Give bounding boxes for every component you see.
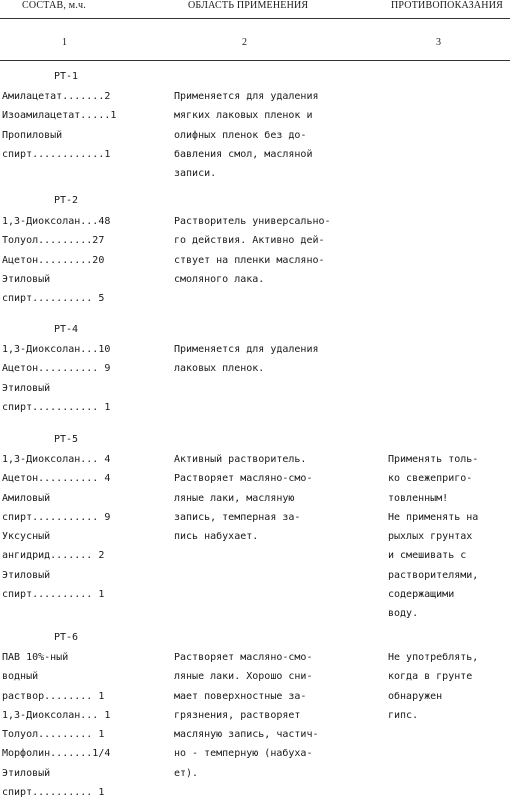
group-title-rt4: РТ-4 xyxy=(54,324,79,335)
contraindications-rt6: Не употреблять, когда в грунте обнаружен гипс. xyxy=(388,652,479,721)
group-title-rt5: РТ-5 xyxy=(54,434,79,445)
composition-rt4: 1,3-Диоксолан...10 Ацетон.......... 9 Этиловый спирт........... 1 xyxy=(2,344,111,413)
column-number-3: 3 xyxy=(436,37,441,48)
header-rule-top xyxy=(0,18,510,19)
application-rt2: Растворитель универсально- го действия. Активно дей- ствует на пленки масляно- смоляного лака. xyxy=(174,216,331,285)
column-header-composition: СОСТАВ, м.ч. xyxy=(22,0,86,11)
column-header-application: ОБЛАСТЬ ПРИМЕНЕНИЯ xyxy=(188,0,309,11)
composition-rt2: 1,3-Диоксолан...48 Толуол.........27 Ацетон.........20 Этиловый спирт.......... 5 xyxy=(2,216,111,305)
application-rt4: Применяется для удаления лаковых пленок. xyxy=(174,344,319,375)
group-title-rt2: РТ-2 xyxy=(54,195,79,206)
header-rule-bottom xyxy=(0,60,510,61)
composition-rt6: ПАВ 10%-ный водный раствор........ 1 1,3-Диоксолан... 1 Толуол......... 1 Морфолин.......1/4 Этиловый спирт.......... 1 xyxy=(2,652,111,799)
column-number-1: 1 xyxy=(62,37,67,48)
composition-rt5: 1,3-Диоксолан... 4 Ацетон.......... 4 Амиловый спирт........... 9 Уксусный ангидрид....... 2 Этиловый спирт.......... 1 xyxy=(2,454,111,601)
group-title-rt6: РТ-6 xyxy=(54,632,79,643)
application-rt1: Применяется для удаления мягких лаковых пленок и олифных пленок без до- бавления смол, масляной записи. xyxy=(174,91,319,180)
column-header-contraindications: ПРОТИВОПОКАЗАНИЯ xyxy=(391,0,503,11)
application-rt5: Активный растворитель. Растворяет масляно-смо- ляные лаки, масляную запись, темперная за- пись набухает. xyxy=(174,454,313,543)
contraindications-rt5: Применять толь- ко свежеприго- товленным! Не применять на рыхлых грунтах и смешивать с растворителями, содержащими воду. xyxy=(388,454,479,620)
composition-rt1: Амилацетат.......2 Изоамилацетат.....1 Пропиловый спирт............1 xyxy=(2,91,117,160)
column-number-2: 2 xyxy=(242,37,247,48)
group-title-rt1: РТ-1 xyxy=(54,71,79,82)
application-rt6: Растворяет масляно-смо- ляные лаки. Хорошо сни- мает поверхностные за- грязнения, растворяет масляную запись, частич- но - темперную (набуха- ет). xyxy=(174,652,319,779)
